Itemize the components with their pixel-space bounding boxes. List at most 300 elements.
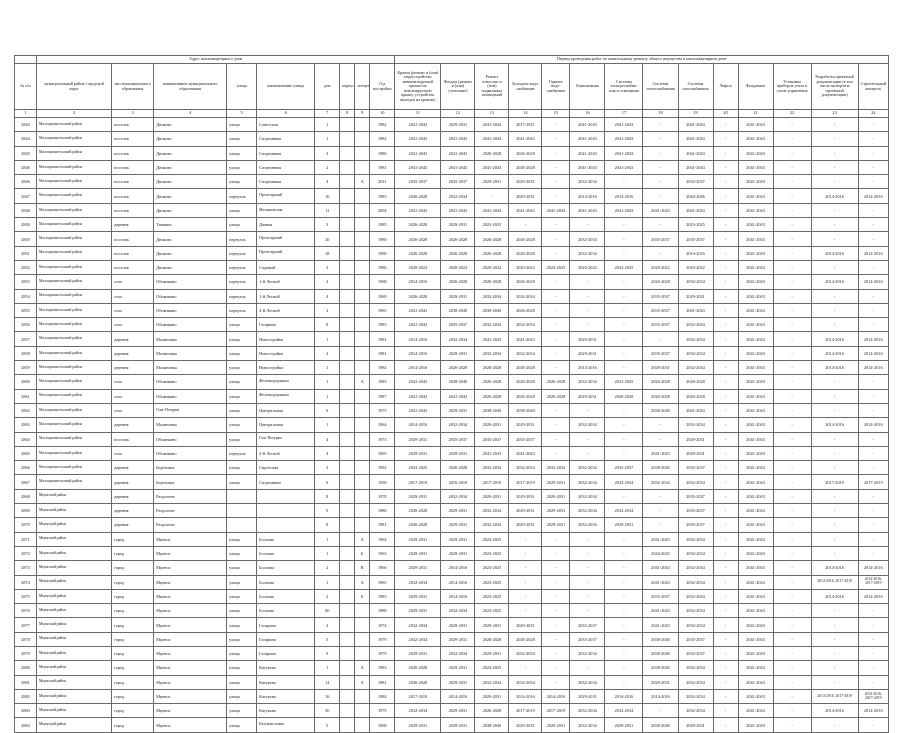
table-cell: - bbox=[509, 218, 542, 232]
table-cell: 2032-2034 bbox=[475, 675, 509, 689]
table-cell: Болхова bbox=[257, 589, 315, 603]
table-cell: - bbox=[605, 418, 643, 432]
table-cell: - bbox=[643, 489, 678, 503]
table-cell: 2029-2031 bbox=[605, 518, 643, 532]
table-cell: - bbox=[773, 160, 811, 174]
repair-schedule-sheet bbox=[14, 55, 889, 733]
table-cell: Дачная bbox=[257, 218, 315, 232]
table-cell bbox=[340, 246, 355, 260]
table-cell: 2029-2031 bbox=[441, 675, 475, 689]
table-cell: село bbox=[112, 403, 154, 417]
table-cell: Болхова bbox=[257, 546, 315, 560]
table-cell bbox=[355, 289, 370, 303]
table-cell: 2041-2043 bbox=[738, 289, 773, 303]
table-cell: Малоархангельский район bbox=[37, 403, 112, 417]
table-cell: 2041-2043 bbox=[738, 632, 773, 646]
table-cell: - bbox=[811, 375, 858, 389]
table-cell: - bbox=[605, 232, 643, 246]
table-cell: 2014-2016 bbox=[811, 589, 858, 603]
table-cell: 2032-2034 bbox=[509, 675, 542, 689]
column-number: 14 bbox=[509, 110, 542, 118]
table-cell: - bbox=[858, 403, 888, 417]
table-cell: 2029-2031 bbox=[678, 718, 713, 732]
table-cell: 2026-2028 bbox=[441, 232, 475, 246]
table-cell: 2870 bbox=[15, 518, 37, 532]
table-cell: город bbox=[112, 618, 154, 632]
table-cell: 2032-2034 bbox=[570, 675, 605, 689]
table-cell: 2041-2043 bbox=[678, 203, 713, 217]
table-cell: 2017-2019 bbox=[395, 689, 441, 703]
table-cell: Садовый bbox=[257, 260, 315, 274]
table-cell: 2860 bbox=[15, 375, 37, 389]
table-cell: А bbox=[355, 675, 370, 689]
table-cell: - bbox=[542, 575, 570, 589]
table-cell: 2038-2040 bbox=[441, 375, 475, 389]
table-cell: Дичково bbox=[154, 189, 227, 203]
table-cell: - bbox=[542, 118, 570, 132]
table-cell: 2029-2031 bbox=[542, 504, 570, 518]
table-cell: 2032-2034 bbox=[678, 689, 713, 703]
table-cell: 1987 bbox=[370, 389, 395, 403]
table-cell: 2026-2028 bbox=[643, 375, 678, 389]
table-cell: переулок bbox=[227, 446, 257, 460]
table-cell: улица bbox=[227, 589, 257, 603]
table-cell: 2026-2028 bbox=[643, 389, 678, 403]
table-cell: Гагарина bbox=[257, 646, 315, 660]
table-cell: 2041-2043 bbox=[738, 689, 773, 703]
table-cell: - bbox=[773, 718, 811, 732]
table-cell: 2029-2031 bbox=[509, 504, 542, 518]
table-cell: 2881 bbox=[15, 675, 37, 689]
table-cell: Новостройка bbox=[257, 346, 315, 360]
table-cell: село bbox=[112, 275, 154, 289]
table-cell: 2032-2034 bbox=[441, 489, 475, 503]
table-cell: 2035-2037 bbox=[643, 589, 678, 603]
table-cell: Раздолное bbox=[154, 504, 227, 518]
table-cell: 2020-2022 bbox=[475, 260, 509, 274]
table-cell bbox=[340, 618, 355, 632]
table-cell: - bbox=[773, 132, 811, 146]
table-cell bbox=[340, 475, 355, 489]
table-cell bbox=[355, 218, 370, 232]
table-cell: поселок bbox=[112, 132, 154, 146]
table-row bbox=[15, 461, 889, 475]
table-row bbox=[15, 303, 889, 317]
table-cell: 2038-2040 bbox=[643, 718, 678, 732]
table-cell bbox=[340, 432, 355, 446]
table-cell: - bbox=[570, 318, 605, 332]
table-cell: 2-й Лесной bbox=[257, 303, 315, 317]
table-cell: 2029-2031 bbox=[441, 632, 475, 646]
table-cell: 2035-2037 bbox=[570, 632, 605, 646]
table-row bbox=[15, 175, 889, 189]
table-cell: - bbox=[773, 675, 811, 689]
table-cell: А bbox=[355, 375, 370, 389]
table-row bbox=[15, 318, 889, 332]
table-cell: 2041-2043 bbox=[678, 146, 713, 160]
column-number: 8 bbox=[340, 110, 355, 118]
table-cell bbox=[355, 303, 370, 317]
table-cell: 1980 bbox=[370, 232, 395, 246]
table-cell: 2855 bbox=[15, 303, 37, 317]
table-cell: - bbox=[542, 561, 570, 575]
table-cell: - bbox=[811, 260, 858, 274]
table-cell: - bbox=[811, 661, 858, 675]
table-cell: - bbox=[713, 561, 738, 575]
table-cell: 2032-2034 bbox=[605, 704, 643, 718]
table-row bbox=[15, 604, 889, 618]
table-cell: 2032-2034 bbox=[678, 475, 713, 489]
table-cell: 2041-2043 bbox=[738, 146, 773, 160]
table-cell: улица bbox=[227, 389, 257, 403]
table-cell: Мценский район bbox=[37, 546, 112, 560]
table-row bbox=[15, 446, 889, 460]
table-cell: 2041-2043 bbox=[441, 132, 475, 146]
table-cell bbox=[340, 418, 355, 432]
table-row bbox=[15, 632, 889, 646]
header-group-address: Адрес многоквартирного дома bbox=[37, 56, 395, 64]
table-cell: 2023-2025 bbox=[475, 589, 509, 603]
table-cell: - bbox=[811, 432, 858, 446]
table-cell: Гагарина bbox=[257, 618, 315, 632]
table-cell bbox=[340, 661, 355, 675]
table-cell: 2014-2016 bbox=[858, 418, 888, 432]
table-cell: 2846 bbox=[15, 160, 37, 174]
table-cell: - bbox=[643, 246, 678, 260]
table-cell: 2032-2034 bbox=[475, 318, 509, 332]
table-cell bbox=[340, 561, 355, 575]
table-cell: 2026-2028 bbox=[475, 232, 509, 246]
table-cell: 2029-2031 bbox=[395, 589, 441, 603]
table-cell: - bbox=[811, 546, 858, 560]
table-cell: Мценск bbox=[154, 661, 227, 675]
table-row bbox=[15, 546, 889, 560]
table-cell: город bbox=[112, 546, 154, 560]
table-cell: 2032-2034 bbox=[441, 189, 475, 203]
table-cell: поселок bbox=[112, 160, 154, 174]
table-cell: город bbox=[112, 604, 154, 618]
table-cell: Обоянкино bbox=[154, 446, 227, 460]
table-cell: деревня bbox=[112, 418, 154, 432]
table-cell: 2041-2043 bbox=[678, 132, 713, 146]
table-row bbox=[15, 418, 889, 432]
table-cell: - bbox=[542, 546, 570, 560]
column-number: 15 bbox=[542, 110, 570, 118]
table-cell: 2017-2019 bbox=[475, 475, 509, 489]
table-cell bbox=[355, 461, 370, 475]
table-cell: - bbox=[811, 604, 858, 618]
table-cell: 2029-2031 bbox=[441, 403, 475, 417]
table-cell: улица bbox=[227, 661, 257, 675]
table-cell: 2026-2028 bbox=[509, 632, 542, 646]
table-cell: Спортивная bbox=[257, 160, 315, 174]
table-cell: Малоархангельский район bbox=[37, 375, 112, 389]
table-cell: 2029-2031 bbox=[441, 618, 475, 632]
table-cell: 2014-2016 bbox=[395, 361, 441, 375]
table-cell: - bbox=[570, 303, 605, 317]
table-cell: улица bbox=[227, 632, 257, 646]
table-cell: 2032-2034 bbox=[678, 332, 713, 346]
table-cell: - bbox=[858, 160, 888, 174]
table-row bbox=[15, 232, 889, 246]
table-cell: 1984 bbox=[370, 689, 395, 703]
table-cell: Малоархангельский район bbox=[37, 418, 112, 432]
table-cell: Мценский район bbox=[37, 604, 112, 618]
table-cell: - bbox=[811, 632, 858, 646]
table-cell: - bbox=[858, 203, 888, 217]
table-cell: 1983 bbox=[370, 189, 395, 203]
table-cell: 2029-2031 bbox=[678, 446, 713, 460]
table-cell: 1 bbox=[315, 532, 340, 546]
table-cell: 4 bbox=[315, 175, 340, 189]
table-cell: 2032-2034 bbox=[678, 604, 713, 618]
table-cell: - bbox=[605, 432, 643, 446]
table-cell: 2-й Лесной bbox=[257, 446, 315, 460]
table-cell: 2014-2016 bbox=[811, 561, 858, 575]
table-cell: Малиновка bbox=[154, 361, 227, 375]
table-cell: Малиновка bbox=[154, 346, 227, 360]
table-cell: - bbox=[773, 461, 811, 475]
table-cell: - bbox=[773, 118, 811, 132]
table-cell bbox=[340, 146, 355, 160]
table-cell: Болхова bbox=[257, 561, 315, 575]
table-cell: деревня bbox=[112, 361, 154, 375]
table-cell: 2026-2028 bbox=[509, 303, 542, 317]
table-cell: Болхова bbox=[257, 532, 315, 546]
table-cell: 2029-2031 bbox=[441, 518, 475, 532]
column-number: 7 bbox=[315, 110, 340, 118]
table-cell: - bbox=[643, 146, 678, 160]
column-header: Год постройки bbox=[370, 64, 395, 110]
table-cell: - bbox=[542, 246, 570, 260]
table-cell: - bbox=[542, 618, 570, 632]
table-cell: 2851 bbox=[15, 246, 37, 260]
table-cell bbox=[355, 618, 370, 632]
table-cell: 2026-2028 bbox=[395, 232, 441, 246]
table-cell: Мценский район bbox=[37, 704, 112, 718]
table-cell: 1964 bbox=[370, 418, 395, 432]
table-cell: 5 bbox=[315, 632, 340, 646]
table-cell: - bbox=[605, 575, 643, 589]
table-cell: 2032-2034 bbox=[509, 461, 542, 475]
table-cell: 1 bbox=[315, 418, 340, 432]
table-cell: Б bbox=[355, 589, 370, 603]
table-cell: - bbox=[643, 704, 678, 718]
table-cell: 1968 bbox=[370, 718, 395, 732]
table-cell: 1990 bbox=[370, 246, 395, 260]
table-cell: 2041-2043 bbox=[643, 532, 678, 546]
table-cell: 2020-2022 bbox=[509, 260, 542, 274]
table-cell: 2041-2043 bbox=[738, 232, 773, 246]
table-cell: 2041-2043 bbox=[738, 618, 773, 632]
table-cell: переулок bbox=[227, 275, 257, 289]
table-cell: 2029-2031 bbox=[395, 546, 441, 560]
table-cell: 1985 bbox=[370, 218, 395, 232]
table-cell: 2014-2016 bbox=[643, 689, 678, 703]
table-cell bbox=[340, 632, 355, 646]
table-cell: - bbox=[509, 575, 542, 589]
table-cell: 2026-2028 bbox=[395, 518, 441, 532]
table-cell: 1979 bbox=[370, 704, 395, 718]
table-cell: 2041-2043 bbox=[738, 203, 773, 217]
table-cell: 2020-2022 bbox=[570, 260, 605, 274]
table-cell: 2032-2034 bbox=[475, 461, 509, 475]
table-cell: - bbox=[713, 475, 738, 489]
table-cell: А bbox=[355, 575, 370, 589]
table-cell: 2865 bbox=[15, 446, 37, 460]
table-cell bbox=[355, 446, 370, 460]
table-cell: 2014-2016 bbox=[858, 189, 888, 203]
table-cell: 2032-2034 bbox=[678, 532, 713, 546]
table-cell: Мценский район bbox=[37, 689, 112, 703]
table-cell: поселок bbox=[112, 232, 154, 246]
table-cell: улица bbox=[227, 704, 257, 718]
table-cell: - bbox=[713, 461, 738, 475]
table-cell: 2846 bbox=[15, 175, 37, 189]
table-row bbox=[15, 589, 889, 603]
table-cell: - bbox=[542, 289, 570, 303]
table-cell: 2032-2034 bbox=[395, 575, 441, 589]
table-cell: - bbox=[605, 246, 643, 260]
table-cell: - bbox=[811, 518, 858, 532]
table-cell bbox=[355, 389, 370, 403]
table-row bbox=[15, 275, 889, 289]
table-cell bbox=[340, 389, 355, 403]
table-row bbox=[15, 575, 889, 589]
table-cell: 2032-2034 bbox=[678, 704, 713, 718]
column-number: 21 bbox=[738, 110, 773, 118]
table-cell: 2041-2043 bbox=[738, 646, 773, 660]
table-cell bbox=[340, 689, 355, 703]
table-cell: - bbox=[858, 646, 888, 660]
table-cell: 2029-2031 bbox=[475, 418, 509, 432]
table-cell: - bbox=[811, 160, 858, 174]
table-cell: А bbox=[355, 532, 370, 546]
table-cell: 2017-2019 bbox=[509, 475, 542, 489]
table-cell: - bbox=[643, 189, 678, 203]
table-cell: 2029-2031 bbox=[643, 675, 678, 689]
table-cell: улица bbox=[227, 218, 257, 232]
table-cell: 2032-2034 bbox=[570, 504, 605, 518]
table-cell bbox=[340, 546, 355, 560]
table-cell: Болхова bbox=[257, 575, 315, 589]
table-cell: 2029-2031 bbox=[475, 646, 509, 660]
table-cell: поселок bbox=[112, 146, 154, 160]
table-cell: 2041-2043 bbox=[738, 346, 773, 360]
table-cell: - bbox=[713, 275, 738, 289]
table-row bbox=[15, 675, 889, 689]
table-cell: 2029-2031 bbox=[395, 432, 441, 446]
table-cell: 2032-2034 bbox=[605, 504, 643, 518]
table-cell: Болхова bbox=[257, 604, 315, 618]
table-cell: - bbox=[542, 418, 570, 432]
table-cell: Раздолное bbox=[154, 518, 227, 532]
table-cell: 2041-2043 bbox=[678, 160, 713, 174]
table-cell: 2041-2043 bbox=[738, 546, 773, 560]
table-cell: - bbox=[643, 160, 678, 174]
column-number: 12 bbox=[441, 110, 475, 118]
table-cell: Механическая bbox=[257, 203, 315, 217]
table-cell: Мценский район bbox=[37, 718, 112, 732]
table-cell: 2871 bbox=[15, 532, 37, 546]
table-cell: 2041-2043 bbox=[738, 475, 773, 489]
table-cell: 1983 bbox=[370, 375, 395, 389]
table-cell: 2041-2043 bbox=[738, 189, 773, 203]
table-cell: 2041-2043 bbox=[441, 203, 475, 217]
table-cell: Пролетарский bbox=[257, 189, 315, 203]
table-cell: - bbox=[858, 675, 888, 689]
table-cell: Пролетарский bbox=[257, 246, 315, 260]
table-cell: 2038-2040 bbox=[509, 403, 542, 417]
table-cell: Спортивное bbox=[257, 475, 315, 489]
table-cell: 2041-2043 bbox=[738, 518, 773, 532]
table-cell: Б bbox=[355, 546, 370, 560]
table-cell: 2014-2016 bbox=[678, 246, 713, 260]
table-cell: 2041-2043 bbox=[441, 146, 475, 160]
table-cell: 2035-2037 bbox=[678, 232, 713, 246]
table-cell: 2029-2031 bbox=[395, 532, 441, 546]
table-cell: 2041-2043 bbox=[738, 246, 773, 260]
table-cell: - bbox=[713, 389, 738, 403]
table-cell: 2041-2043 bbox=[738, 604, 773, 618]
table-cell: 2032-2034 bbox=[509, 318, 542, 332]
table-cell bbox=[340, 189, 355, 203]
table-cell: - bbox=[605, 332, 643, 346]
table-cell: Центральная bbox=[257, 418, 315, 432]
table-cell: - bbox=[570, 589, 605, 603]
table-cell: - bbox=[858, 289, 888, 303]
table-cell: село bbox=[112, 289, 154, 303]
table-cell: деревня bbox=[112, 489, 154, 503]
table-cell: 2041-2043 bbox=[738, 718, 773, 732]
table-cell: 2029-2031 bbox=[441, 289, 475, 303]
table-cell: 2023-2025 bbox=[605, 375, 643, 389]
table-cell: 2041-2043 bbox=[395, 132, 441, 146]
table-cell: 2875 bbox=[15, 589, 37, 603]
table-cell: - bbox=[811, 489, 858, 503]
table-cell: 2867 bbox=[15, 475, 37, 489]
table-cell: 2032-2034 bbox=[570, 475, 605, 489]
table-cell: - bbox=[773, 232, 811, 246]
table-cell: 2041-2043 bbox=[441, 389, 475, 403]
table-cell: улица bbox=[227, 418, 257, 432]
table-cell: Мценск bbox=[154, 546, 227, 560]
table-cell: - bbox=[542, 446, 570, 460]
table-row bbox=[15, 246, 889, 260]
table-cell bbox=[355, 275, 370, 289]
table-cell: - bbox=[605, 561, 643, 575]
table-cell: - bbox=[858, 260, 888, 274]
table-cell: 2041-2043 bbox=[678, 403, 713, 417]
table-cell: 2026-2028 bbox=[395, 661, 441, 675]
table-cell: Мценский район bbox=[37, 675, 112, 689]
table-cell: 2044-2045 bbox=[643, 546, 678, 560]
table-cell: 2041-2043 bbox=[643, 203, 678, 217]
table-row bbox=[15, 203, 889, 217]
table-cell bbox=[355, 332, 370, 346]
table-cell: Олег-Печурки bbox=[154, 403, 227, 417]
table-cell: 2852 bbox=[15, 260, 37, 274]
table-row bbox=[15, 704, 889, 718]
table-cell bbox=[355, 346, 370, 360]
table-cell: 2032-2034 bbox=[678, 618, 713, 632]
table-cell: 2032-2034 bbox=[678, 418, 713, 432]
column-number: 23 bbox=[811, 110, 858, 118]
table-cell: 2854 bbox=[15, 289, 37, 303]
table-cell: 2041-2043 bbox=[605, 146, 643, 160]
table-cell: 2041-2043 bbox=[738, 461, 773, 475]
table-cell: 2035-2037 bbox=[395, 175, 441, 189]
